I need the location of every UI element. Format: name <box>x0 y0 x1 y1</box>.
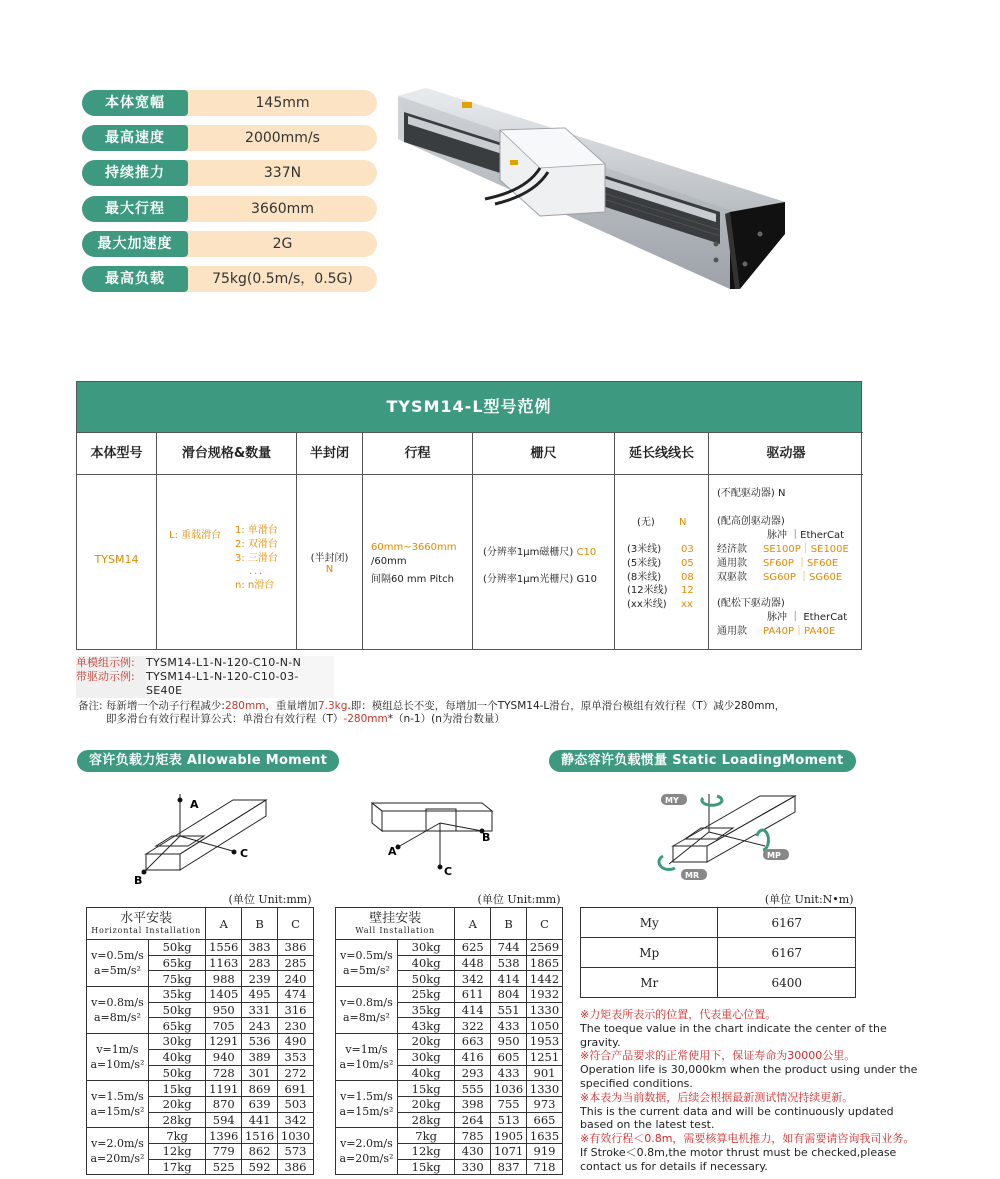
moment-cell: 240 <box>278 971 314 987</box>
spec-speed <box>82 125 377 151</box>
note-cn: ※符合产品要求的正常使用下，保证寿命为30000公里。 <box>580 1049 856 1063</box>
load-cell: 65kg <box>148 955 205 971</box>
load-cell: 35kg <box>397 1002 455 1018</box>
col-a: A <box>455 908 491 940</box>
static-moment-diagram <box>645 784 805 884</box>
moment-cell: 301 <box>242 1065 278 1081</box>
load-cell: 40kg <box>148 1049 205 1065</box>
moment-cell: 551 <box>491 1002 527 1018</box>
col-c: C <box>278 908 314 940</box>
load-cell: 7kg <box>397 1128 455 1144</box>
moment-cell: 1865 <box>527 955 563 971</box>
moment-cell: 691 <box>278 1081 314 1097</box>
moment-cell: 1163 <box>206 955 242 971</box>
remark <box>78 700 938 726</box>
cable-option: (3米线) <box>627 544 662 555</box>
cable-option: (12米线) <box>627 585 668 597</box>
moment-cell: 611 <box>455 987 491 1003</box>
example-value: TYSM14-L1-N-120-C10-N-N <box>146 656 334 670</box>
moment-cell: 285 <box>278 955 314 971</box>
header-cable: 延长线线长 <box>615 432 709 474</box>
acceleration: a=20m/s² <box>90 1152 145 1166</box>
table-title: 壁挂安装 <box>369 911 422 926</box>
load-cell: 7kg <box>148 1128 205 1144</box>
moment-cell: 342 <box>278 1112 314 1128</box>
speed-group <box>87 1128 149 1175</box>
load-cell: 65kg <box>148 1018 205 1034</box>
moment-cell: 1291 <box>206 1034 242 1050</box>
speed-group <box>87 1034 149 1081</box>
spec-width <box>82 90 377 116</box>
seal-code: N <box>325 564 334 575</box>
driver-group-title: (配高创驱动器) <box>717 516 785 527</box>
load-cell: 50kg <box>148 1065 205 1081</box>
speed: v=0.5m/s <box>91 949 144 963</box>
moment-cell: 243 <box>242 1018 278 1034</box>
remark-prefix: 备注: <box>78 700 103 712</box>
moment-cell: 474 <box>278 987 314 1003</box>
moment-cell: 433 <box>491 1065 527 1081</box>
moment-cell: 1050 <box>527 1018 563 1034</box>
unit-label: (单位 Unit:N•m) <box>581 891 856 908</box>
moment-cell: 663 <box>455 1034 491 1050</box>
moment-cell: 230 <box>278 1018 314 1034</box>
load-cell: 25kg <box>397 987 455 1003</box>
spec-stroke <box>82 196 377 222</box>
load-cell: 17kg <box>148 1159 205 1175</box>
moment-cell: 503 <box>278 1096 314 1112</box>
remark-value: -280mm <box>343 713 388 725</box>
spec-list <box>82 90 377 301</box>
load-cell: 28kg <box>397 1112 455 1128</box>
moment-cell: 1251 <box>527 1049 563 1065</box>
moment-cell: 639 <box>242 1096 278 1112</box>
load-cell: 20kg <box>397 1096 455 1112</box>
unit-label: (单位 Unit:mm) <box>336 891 563 908</box>
spec-value: 337N <box>263 165 302 182</box>
moment-cell: 416 <box>455 1049 491 1065</box>
load-cell: 40kg <box>397 1065 455 1081</box>
model-table <box>76 381 862 650</box>
moment-cell: 1556 <box>206 940 242 956</box>
moment-name: My <box>581 908 718 938</box>
moment-cell: 785 <box>455 1128 491 1144</box>
cable-code: xx <box>681 599 693 611</box>
header-stroke: 行程 <box>363 432 473 474</box>
moment-cell: 718 <box>527 1159 563 1175</box>
moment-cell: 239 <box>242 971 278 987</box>
table-subtitle: Wall Installation <box>355 926 435 935</box>
note-cn: ※本表为当前数据，后续会根据最新测试情况持续更新。 <box>580 1090 854 1104</box>
moment-cell: 988 <box>206 971 242 987</box>
spec-value: 2000mm/s <box>245 130 320 147</box>
moment-cell: 330 <box>455 1159 491 1175</box>
scale-magnetic-code: C10 <box>576 547 597 558</box>
spec-load <box>82 266 377 292</box>
moment-cell: 264 <box>455 1112 491 1128</box>
note-en: If Stroke＜0.8m,the motor thrust must be checked,please contact us for details if necessary. <box>580 1145 897 1173</box>
load-cell: 15kg <box>397 1081 455 1097</box>
moment-cell: 448 <box>455 955 491 971</box>
moment-cell: 705 <box>206 1018 242 1034</box>
speed: v=0.8m/s <box>340 996 393 1010</box>
wall-moment-table <box>335 891 563 1175</box>
stroke-range: 60mm~3660mm <box>371 542 457 553</box>
remark-text: 即多滑台有效行程计算公式：单滑台有效行程（T） <box>106 713 344 725</box>
speed: v=1.5m/s <box>91 1090 144 1104</box>
load-cell: 30kg <box>397 1049 455 1065</box>
acceleration: a=20m/s² <box>339 1152 394 1166</box>
moment-cell: 605 <box>491 1049 527 1065</box>
cable-option: (xx米线) <box>627 599 667 611</box>
driver-group-head: 脉冲 ｜ EtherCat <box>767 612 848 623</box>
moment-cell: 1635 <box>527 1128 563 1144</box>
note-cn: ※有效行程＜0.8m，需要核算电机推力，如有需要请咨询我司业务。 <box>580 1132 915 1146</box>
remark-text: ，重量增加 <box>265 700 318 712</box>
moment-cell: 331 <box>242 1002 278 1018</box>
moment-cell: 973 <box>527 1096 563 1112</box>
moment-cell: 862 <box>242 1143 278 1159</box>
example-label: 单模组示例: <box>76 656 146 670</box>
moment-cell: 594 <box>206 1112 242 1128</box>
load-cell: 50kg <box>148 940 205 956</box>
moment-cell: 665 <box>527 1112 563 1128</box>
note-en: This is the current data and will be continuously updated based on the latest test. <box>580 1104 894 1132</box>
moment-cell: 940 <box>206 1049 242 1065</box>
moment-cell: 536 <box>242 1034 278 1050</box>
moment-cell: 1953 <box>527 1034 563 1050</box>
label-c: C <box>240 847 249 860</box>
moment-cell: 342 <box>455 971 491 987</box>
load-cell: 50kg <box>397 971 455 987</box>
table-row <box>336 987 563 1003</box>
scale-optical: (分辨率1μm光栅尺) <box>483 574 574 585</box>
label-a: A <box>388 845 397 858</box>
load-cell: 50kg <box>148 1002 205 1018</box>
moment-cell: 389 <box>242 1049 278 1065</box>
cable-code: 03 <box>681 544 694 555</box>
header-slide-spec: 滑台规格&数量 <box>157 432 297 474</box>
load-cell: 43kg <box>397 1018 455 1034</box>
note-cn: ※力矩表所表示的位置，代表重心位置。 <box>580 1008 777 1021</box>
cell-stroke <box>363 474 473 649</box>
seal-label: (半封闭) <box>310 553 349 564</box>
speed: v=1m/s <box>345 1043 388 1057</box>
scale-optical-code: G10 <box>576 574 597 585</box>
header-body-model: 本体型号 <box>77 432 157 474</box>
model-table-title: TYSM14-L型号范例 <box>77 382 861 432</box>
table-row <box>336 940 563 956</box>
model-examples <box>76 656 334 698</box>
acceleration: a=8m/s² <box>93 1011 141 1025</box>
load-cell: 20kg <box>148 1096 205 1112</box>
moment-cell: 283 <box>242 955 278 971</box>
driver-group-title: (配松下驱动器) <box>717 598 785 609</box>
load-cell: 15kg <box>148 1081 205 1097</box>
moment-cell: 316 <box>278 1002 314 1018</box>
moment-cell: 353 <box>278 1049 314 1065</box>
driver-code: SF60P ｜SF60E <box>763 557 839 569</box>
col-c: C <box>527 908 563 940</box>
speed-group <box>87 987 149 1034</box>
cable-option: (5米线) <box>627 557 662 569</box>
table-title: 水平安装 <box>120 911 173 926</box>
header-seal: 半封闭 <box>297 432 363 474</box>
moment-cell: 950 <box>206 1002 242 1018</box>
moment-cell: 490 <box>278 1034 314 1050</box>
moment-cell: 1030 <box>278 1128 314 1144</box>
moment-cell: 1932 <box>527 987 563 1003</box>
remark-value: 7.3kg <box>317 700 348 712</box>
spec-label: 最大行程 <box>82 196 188 222</box>
speed: v=2.0m/s <box>91 1137 144 1151</box>
acceleration: a=15m/s² <box>339 1105 394 1119</box>
label-b: B <box>134 874 143 887</box>
note-en: The toeque value in the chart indicate the center of the gravity. <box>580 1021 887 1049</box>
speed: v=0.8m/s <box>91 996 144 1010</box>
moment-cell: 272 <box>278 1065 314 1081</box>
driver-code: PA40P｜PA40E <box>763 626 836 637</box>
slide-label: L: 重载滑台 <box>169 530 222 541</box>
label-a: A <box>190 798 199 811</box>
acceleration: a=8m/s² <box>342 1011 390 1025</box>
scale-magnetic: (分辨率1μm磁栅尺) <box>483 547 574 558</box>
load-cell: 40kg <box>397 955 455 971</box>
wall-moment-diagram <box>370 795 500 880</box>
cable-code: 08 <box>681 571 694 583</box>
moment-cell: 1516 <box>242 1128 278 1144</box>
moment-cell: 573 <box>278 1143 314 1159</box>
speed: v=0.5m/s <box>340 949 393 963</box>
driver-code: SE100P｜SE100E <box>763 544 849 555</box>
spec-label: 最高速度 <box>82 125 188 151</box>
table-row <box>87 1128 314 1144</box>
moment-cell: 495 <box>242 987 278 1003</box>
header-scale: 栅尺 <box>473 432 615 474</box>
moment-cell: 441 <box>242 1112 278 1128</box>
speed-group <box>87 1081 149 1128</box>
load-cell: 30kg <box>397 940 455 956</box>
moment-cell: 293 <box>455 1065 491 1081</box>
stroke-unit: /60mm <box>371 556 407 567</box>
moment-cell: 525 <box>206 1159 242 1175</box>
speed-group <box>336 1034 398 1081</box>
table-row <box>336 1081 563 1097</box>
moment-cell: 869 <box>242 1081 278 1097</box>
moment-cell: 1396 <box>206 1128 242 1144</box>
col-b: B <box>242 908 278 940</box>
moment-cell: 513 <box>491 1112 527 1128</box>
acceleration: a=5m/s² <box>342 964 390 978</box>
moment-cell: 1405 <box>206 987 242 1003</box>
horizontal-moment-table <box>86 891 314 1175</box>
moment-value: 6400 <box>718 968 856 998</box>
moment-cell: 414 <box>491 971 527 987</box>
load-cell: 28kg <box>148 1112 205 1128</box>
cable-option: (8米线) <box>627 571 662 583</box>
moment-cell: 386 <box>278 1159 314 1175</box>
speed: v=2.0m/s <box>340 1137 393 1151</box>
driver-type: 经济款 <box>717 544 747 555</box>
driver-code: SG60P ｜SG60E <box>763 571 843 583</box>
cell-body-model <box>77 474 157 649</box>
table-row <box>87 1034 314 1050</box>
spec-label: 最大加速度 <box>82 231 188 257</box>
cable-code: 05 <box>681 557 694 569</box>
moment-cell: 322 <box>455 1018 491 1034</box>
driver-type: 通用款 <box>717 557 747 569</box>
label-my: MY <box>665 796 679 805</box>
remark-text: .即：模组总长不变，每增加一个TYSM14-L滑台，原单滑台模组有效行程（T）减少280mm， <box>347 700 786 712</box>
driver-none: (不配驱动器) N <box>717 488 786 499</box>
load-cell: 15kg <box>397 1159 455 1175</box>
allowable-moment-title: 容许负载力矩表 Allowable Moment <box>77 750 339 772</box>
moment-cell: 1442 <box>527 971 563 987</box>
horizontal-moment-diagram <box>128 788 278 888</box>
moment-cell: 386 <box>278 940 314 956</box>
spec-acceleration <box>82 231 377 257</box>
cell-slide-spec <box>157 474 297 649</box>
stroke-step: 间隔60 mm Pitch <box>371 574 454 585</box>
spec-label: 最高负载 <box>82 266 188 292</box>
moment-cell: 1330 <box>527 1081 563 1097</box>
moment-name: Mp <box>581 938 718 968</box>
driver-group-head: 脉冲 ｜EtherCat <box>767 530 845 541</box>
spec-label: 持续推力 <box>82 160 188 186</box>
label-mp: MP <box>767 851 781 860</box>
label-mr: MR <box>685 871 700 880</box>
table-subtitle: Horizontal Installation <box>91 926 202 935</box>
cable-code: 12 <box>681 585 694 597</box>
load-cell: 75kg <box>148 971 205 987</box>
moment-cell: 744 <box>491 940 527 956</box>
spec-value: 75kg(0.5m/s，0.5G) <box>212 270 353 287</box>
load-cell: 30kg <box>148 1034 205 1050</box>
acceleration: a=10m/s² <box>339 1058 394 1072</box>
label-c: C <box>444 865 453 878</box>
cable-none: (无) <box>637 517 655 528</box>
linear-module-image <box>390 84 795 294</box>
moment-cell: 625 <box>455 940 491 956</box>
slide-option: 2: 双滑台 <box>235 538 278 550</box>
load-cell: 20kg <box>397 1034 455 1050</box>
remark-text: 每新增一个动子行程减少: <box>105 700 225 712</box>
moment-cell: 555 <box>455 1081 491 1097</box>
slide-option: ．．． <box>249 566 269 578</box>
moment-cell: 1905 <box>491 1128 527 1144</box>
spec-value: 3660mm <box>251 200 314 217</box>
static-moment-title: 静态容许负载惯量 Static LoadingMoment <box>549 750 856 772</box>
moment-cell: 804 <box>491 987 527 1003</box>
moment-cell: 755 <box>491 1096 527 1112</box>
speed: v=1.5m/s <box>340 1090 393 1104</box>
cell-seal <box>297 474 363 649</box>
moment-cell: 430 <box>455 1143 491 1159</box>
spec-value: 145mm <box>255 95 310 111</box>
cell-cable <box>615 474 709 649</box>
table-row <box>87 1081 314 1097</box>
moment-cell: 433 <box>491 1018 527 1034</box>
acceleration: a=5m/s² <box>93 964 141 978</box>
moment-name: Mr <box>581 968 718 998</box>
cell-driver <box>709 474 863 649</box>
acceleration: a=10m/s² <box>90 1058 145 1072</box>
cell-scale <box>473 474 615 649</box>
load-cell: 12kg <box>148 1143 205 1159</box>
spec-label: 本体宽幅 <box>82 90 188 116</box>
slide-option: 3: 三滑台 <box>235 552 278 564</box>
moment-cell: 837 <box>491 1159 527 1175</box>
spec-value: 2G <box>272 235 293 252</box>
moment-cell: 728 <box>206 1065 242 1081</box>
moment-cell: 901 <box>527 1065 563 1081</box>
example-value: TYSM14-L1-N-120-C10-03-SE40E <box>146 670 334 698</box>
speed-group <box>336 987 398 1034</box>
load-cell: 12kg <box>397 1143 455 1159</box>
moment-cell: 919 <box>527 1143 563 1159</box>
table-row <box>87 987 314 1003</box>
table-row <box>87 940 314 956</box>
unit-label: (单位 Unit:mm) <box>87 891 314 908</box>
header-driver: 驱动器 <box>709 432 863 474</box>
static-moment-table <box>580 891 856 998</box>
col-b: B <box>491 908 527 940</box>
moment-cell: 870 <box>206 1096 242 1112</box>
speed-group <box>336 1081 398 1128</box>
table-row <box>336 1128 563 1144</box>
label-b: B <box>482 831 491 844</box>
moment-cell: 592 <box>242 1159 278 1175</box>
cable-none-code: N <box>679 517 687 528</box>
body-model-value: TYSM14 <box>94 553 139 566</box>
moment-cell: 383 <box>242 940 278 956</box>
load-cell: 35kg <box>148 987 205 1003</box>
moment-cell: 414 <box>455 1002 491 1018</box>
remark-text: *（n-1）(n为滑台数量） <box>387 713 505 725</box>
remark-value: 280mm <box>224 700 266 712</box>
moment-value: 6167 <box>718 938 856 968</box>
col-a: A <box>206 908 242 940</box>
slide-option: n: n滑台 <box>235 580 275 592</box>
moment-cell: 538 <box>491 955 527 971</box>
speed-group <box>87 940 149 987</box>
speed: v=1m/s <box>96 1043 139 1057</box>
speed-group <box>336 940 398 987</box>
driver-type: 通用款 <box>717 626 747 637</box>
notes <box>580 1008 920 1174</box>
table-row <box>336 1034 563 1050</box>
moment-cell: 779 <box>206 1143 242 1159</box>
moment-cell: 1191 <box>206 1081 242 1097</box>
speed-group <box>336 1128 398 1175</box>
driver-type: 双驱款 <box>717 571 747 583</box>
moment-cell: 1036 <box>491 1081 527 1097</box>
moment-cell: 1071 <box>491 1143 527 1159</box>
moment-value: 6167 <box>718 908 856 938</box>
moment-cell: 950 <box>491 1034 527 1050</box>
acceleration: a=15m/s² <box>90 1105 145 1119</box>
note-en: Operation life is 30,000km when the product using under the specified conditions. <box>580 1063 918 1090</box>
example-label: 带驱动示例: <box>76 670 146 698</box>
slide-option: 1: 单滑台 <box>235 525 278 536</box>
moment-cell: 1330 <box>527 1002 563 1018</box>
moment-cell: 2569 <box>527 940 563 956</box>
spec-thrust <box>82 160 377 186</box>
moment-cell: 398 <box>455 1096 491 1112</box>
